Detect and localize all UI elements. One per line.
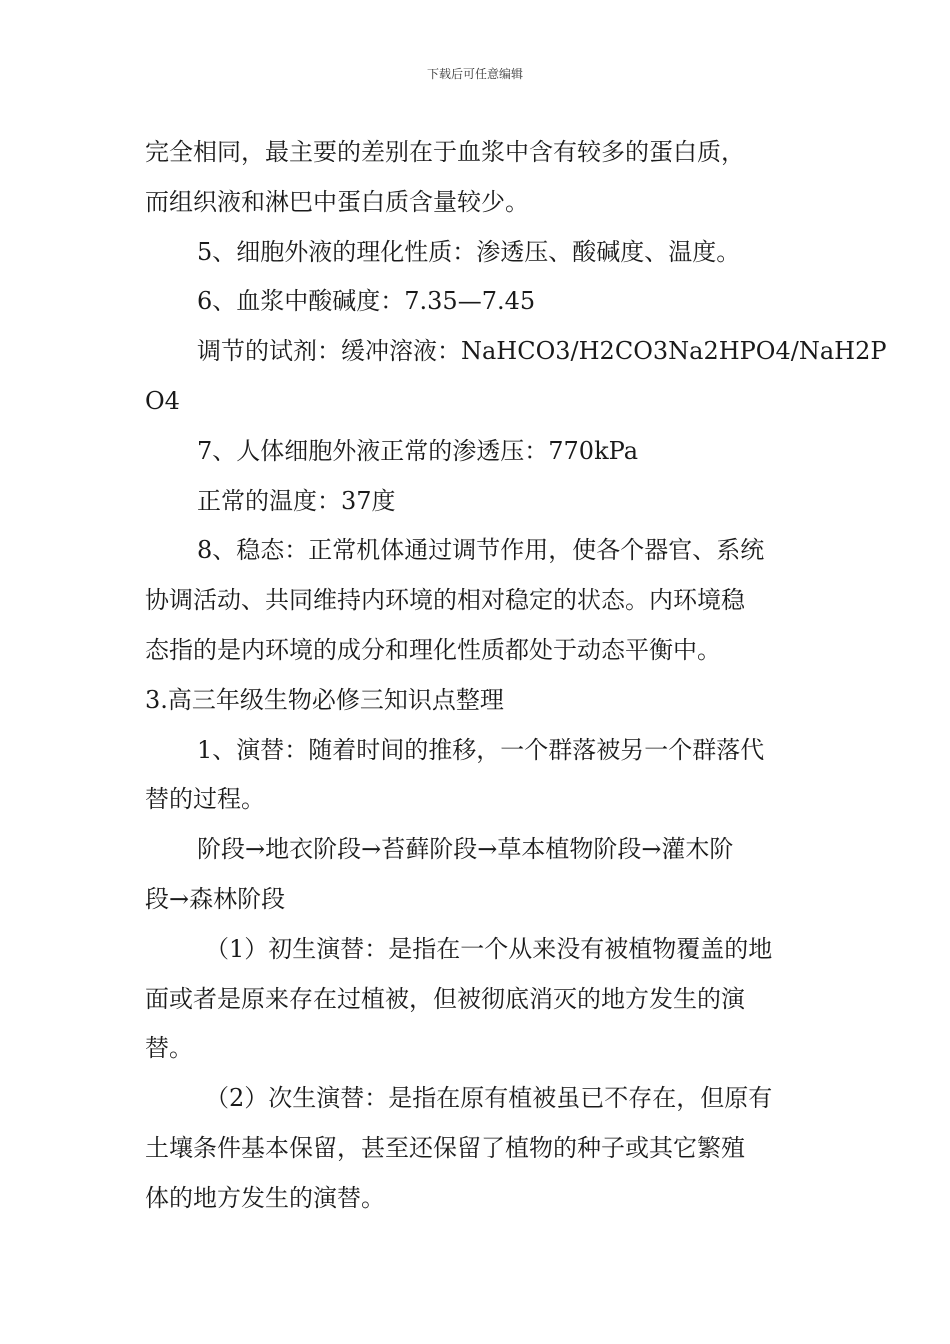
text-line: 态指的是内环境的成分和理化性质都处于动态平衡中。	[145, 635, 721, 664]
text-line: 完全相同，最主要的差别在于血浆中含有较多的蛋白质，	[145, 138, 745, 166]
text-line: 6、血浆中酸碱度：7.35—7.45	[197, 287, 536, 316]
text-line: 土壤条件基本保留，甚至还保留了植物的种子或其它繁殖	[145, 1133, 745, 1162]
text-line: 调节的试剂：缓冲溶液：NaHCO3/H2CO3Na2HPO4/NaH2P	[197, 337, 887, 366]
text-line: 段→森林阶段	[145, 884, 286, 913]
text-line: 协调活动、共同维持内环境的相对稳定的状态。内环境稳	[145, 586, 745, 615]
text-line: 正常的温度：37度	[197, 486, 396, 515]
text-line: 体的地方发生的演替。	[145, 1183, 385, 1212]
text-line: 替的过程。	[145, 785, 265, 814]
text-line: 8、稳态：正常机体通过调节作用，使各个器官、系统	[197, 536, 765, 565]
text-line: 面或者是原来存在过植被，但被彻底消灭的地方发生的演	[145, 984, 745, 1013]
text-line: 7、人体细胞外液正常的渗透压：770kPa	[197, 436, 638, 465]
text-line: 1、演替：随着时间的推移，一个群落被另一个群落代	[197, 735, 765, 764]
text-line: （2）次生演替：是指在原有植被虽已不存在，但原有	[205, 1084, 773, 1113]
section-heading: 3.高三年级生物必修三知识点整理	[145, 685, 504, 714]
text-line: 替。	[145, 1034, 193, 1063]
text-line: O4	[145, 386, 180, 415]
text-line: 阶段→地衣阶段→苔藓阶段→草本植物阶段→灌木阶	[197, 835, 734, 864]
page-header: 下载后可任意编辑	[426, 67, 523, 81]
text-line: （1）初生演替：是指在一个从来没有被植物覆盖的地	[205, 934, 773, 963]
text-line: 5、细胞外液的理化性质：渗透压、酸碱度、温度。	[197, 237, 741, 266]
document-body	[145, 128, 887, 1224]
text-line: 而组织液和淋巴中蛋白质含量较少。	[145, 187, 529, 216]
